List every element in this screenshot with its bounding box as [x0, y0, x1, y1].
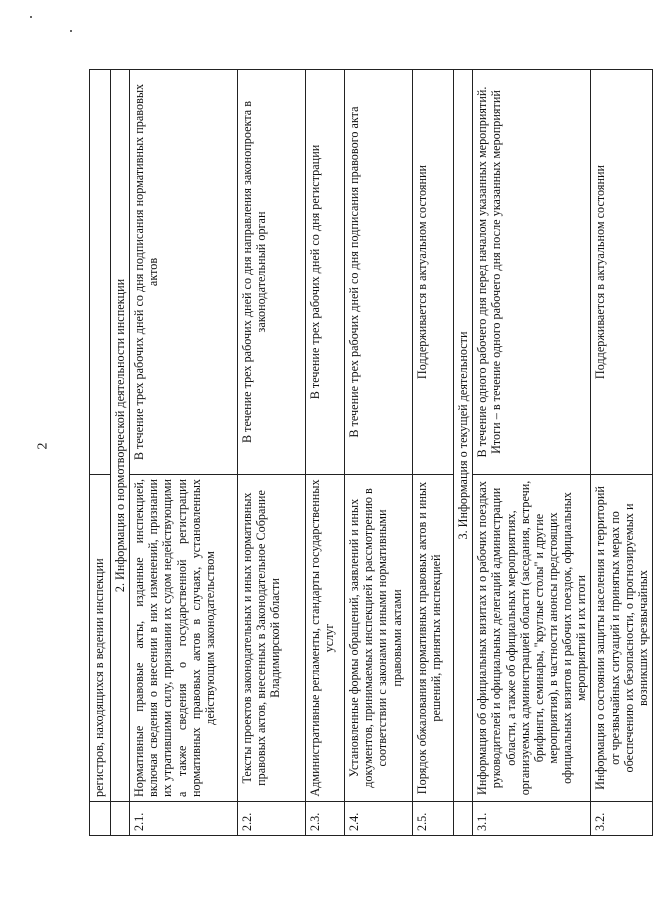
- row-deadline: В течение трех рабочих дней со дня направления законопроекта в законодательный орган: [238, 70, 306, 475]
- row-description: Административные регламенты, стандарты государственных услуг: [306, 475, 345, 802]
- table-cell: [454, 802, 473, 836]
- row-deadline: В течение одного рабочего дня перед началом указанных мероприятий. Итоги – в течение одного рабочего дня после указанных мероприятий: [473, 70, 591, 475]
- page-number: 2: [35, 442, 51, 450]
- row-deadline: В течение трех рабочих дней со дня регистрации: [306, 70, 345, 475]
- row-deadline: Поддерживается в актуальном состоянии: [591, 70, 653, 475]
- row-number: 2.4.: [345, 802, 413, 836]
- row-description: Информация о состоянии защиты населения и территорий от чрезвычайных ситуаций и принятых мерах по обеспечению их безопасности, о прогнозируемых и возникших чрезвычайных: [591, 475, 653, 802]
- section-header-row: [111, 70, 130, 836]
- row-number: 2.5.: [413, 802, 454, 836]
- row-number: 3.1.: [473, 802, 591, 836]
- section-header-row: [454, 70, 473, 836]
- table-cell-continuation: регистров, находящихся в ведении инспекции: [90, 475, 111, 802]
- row-description: Порядок обжалования нормативных правовых актов и иных решений, принятых инспекцией: [413, 475, 454, 802]
- table-row: [473, 70, 591, 836]
- table-cell: [90, 70, 111, 475]
- row-number: 2.3.: [306, 802, 345, 836]
- row-description: Тексты проектов законодательных и иных нормативных правовых актов, внесенных в Законодательное Собрание Владимирской области: [238, 475, 306, 802]
- table-row-continuation: [90, 70, 111, 836]
- scan-speck: [70, 30, 72, 32]
- row-description: Нормативные правовые акты, изданные инспекцией, включая сведения о внесении в них изменений, признании их утратившими силу, признании их судом недействующими а также сведения о государственной регистрации нормативных правовых актов в случаях, установленных действующим законодательством: [130, 475, 238, 802]
- table-cell: [111, 802, 130, 836]
- row-deadline: В течение трех рабочих дней со дня подписания нормативных правовых актов: [130, 70, 238, 475]
- section-title: 3. Информация о текущей деятельности: [454, 70, 473, 802]
- table-row: [238, 70, 306, 836]
- table-row: [413, 70, 454, 836]
- table-row: [130, 70, 238, 836]
- table-cell: [90, 802, 111, 836]
- row-deadline: Поддерживается в актуальном состоянии: [413, 70, 454, 475]
- rotated-table-container: [89, 70, 650, 836]
- publication-table: [89, 69, 653, 836]
- row-deadline: В течение трех рабочих дней со дня подписания правового акта: [345, 70, 413, 475]
- row-description: Установленные формы обращений, заявлений и иных документов, принимаемых инспекцией к рассмотрению в соответствии с законами и иными нормативными правовыми актами: [345, 475, 413, 802]
- row-number: 3.2.: [591, 802, 653, 836]
- row-number: 2.2.: [238, 802, 306, 836]
- row-description: Информация об официальных визитах и о рабочих поездках руководителей и официальных делегаций администрации области, а также об официальных мероприятиях, организуемых администрацией области (заседания, встречи, брифинги, семинары, "круглые столы" и другие мероприятия), в частности анонсы предстоящих официальных визитов и рабочих поездок, официальных мероприятий и их итоги: [473, 475, 591, 802]
- table-row: [345, 70, 413, 836]
- scan-speck: [30, 16, 32, 18]
- table-row: [306, 70, 345, 836]
- table-row: [591, 70, 653, 836]
- row-number: 2.1.: [130, 802, 238, 836]
- section-title: 2. Информация о нормотворческой деятельности инспекции: [111, 70, 130, 802]
